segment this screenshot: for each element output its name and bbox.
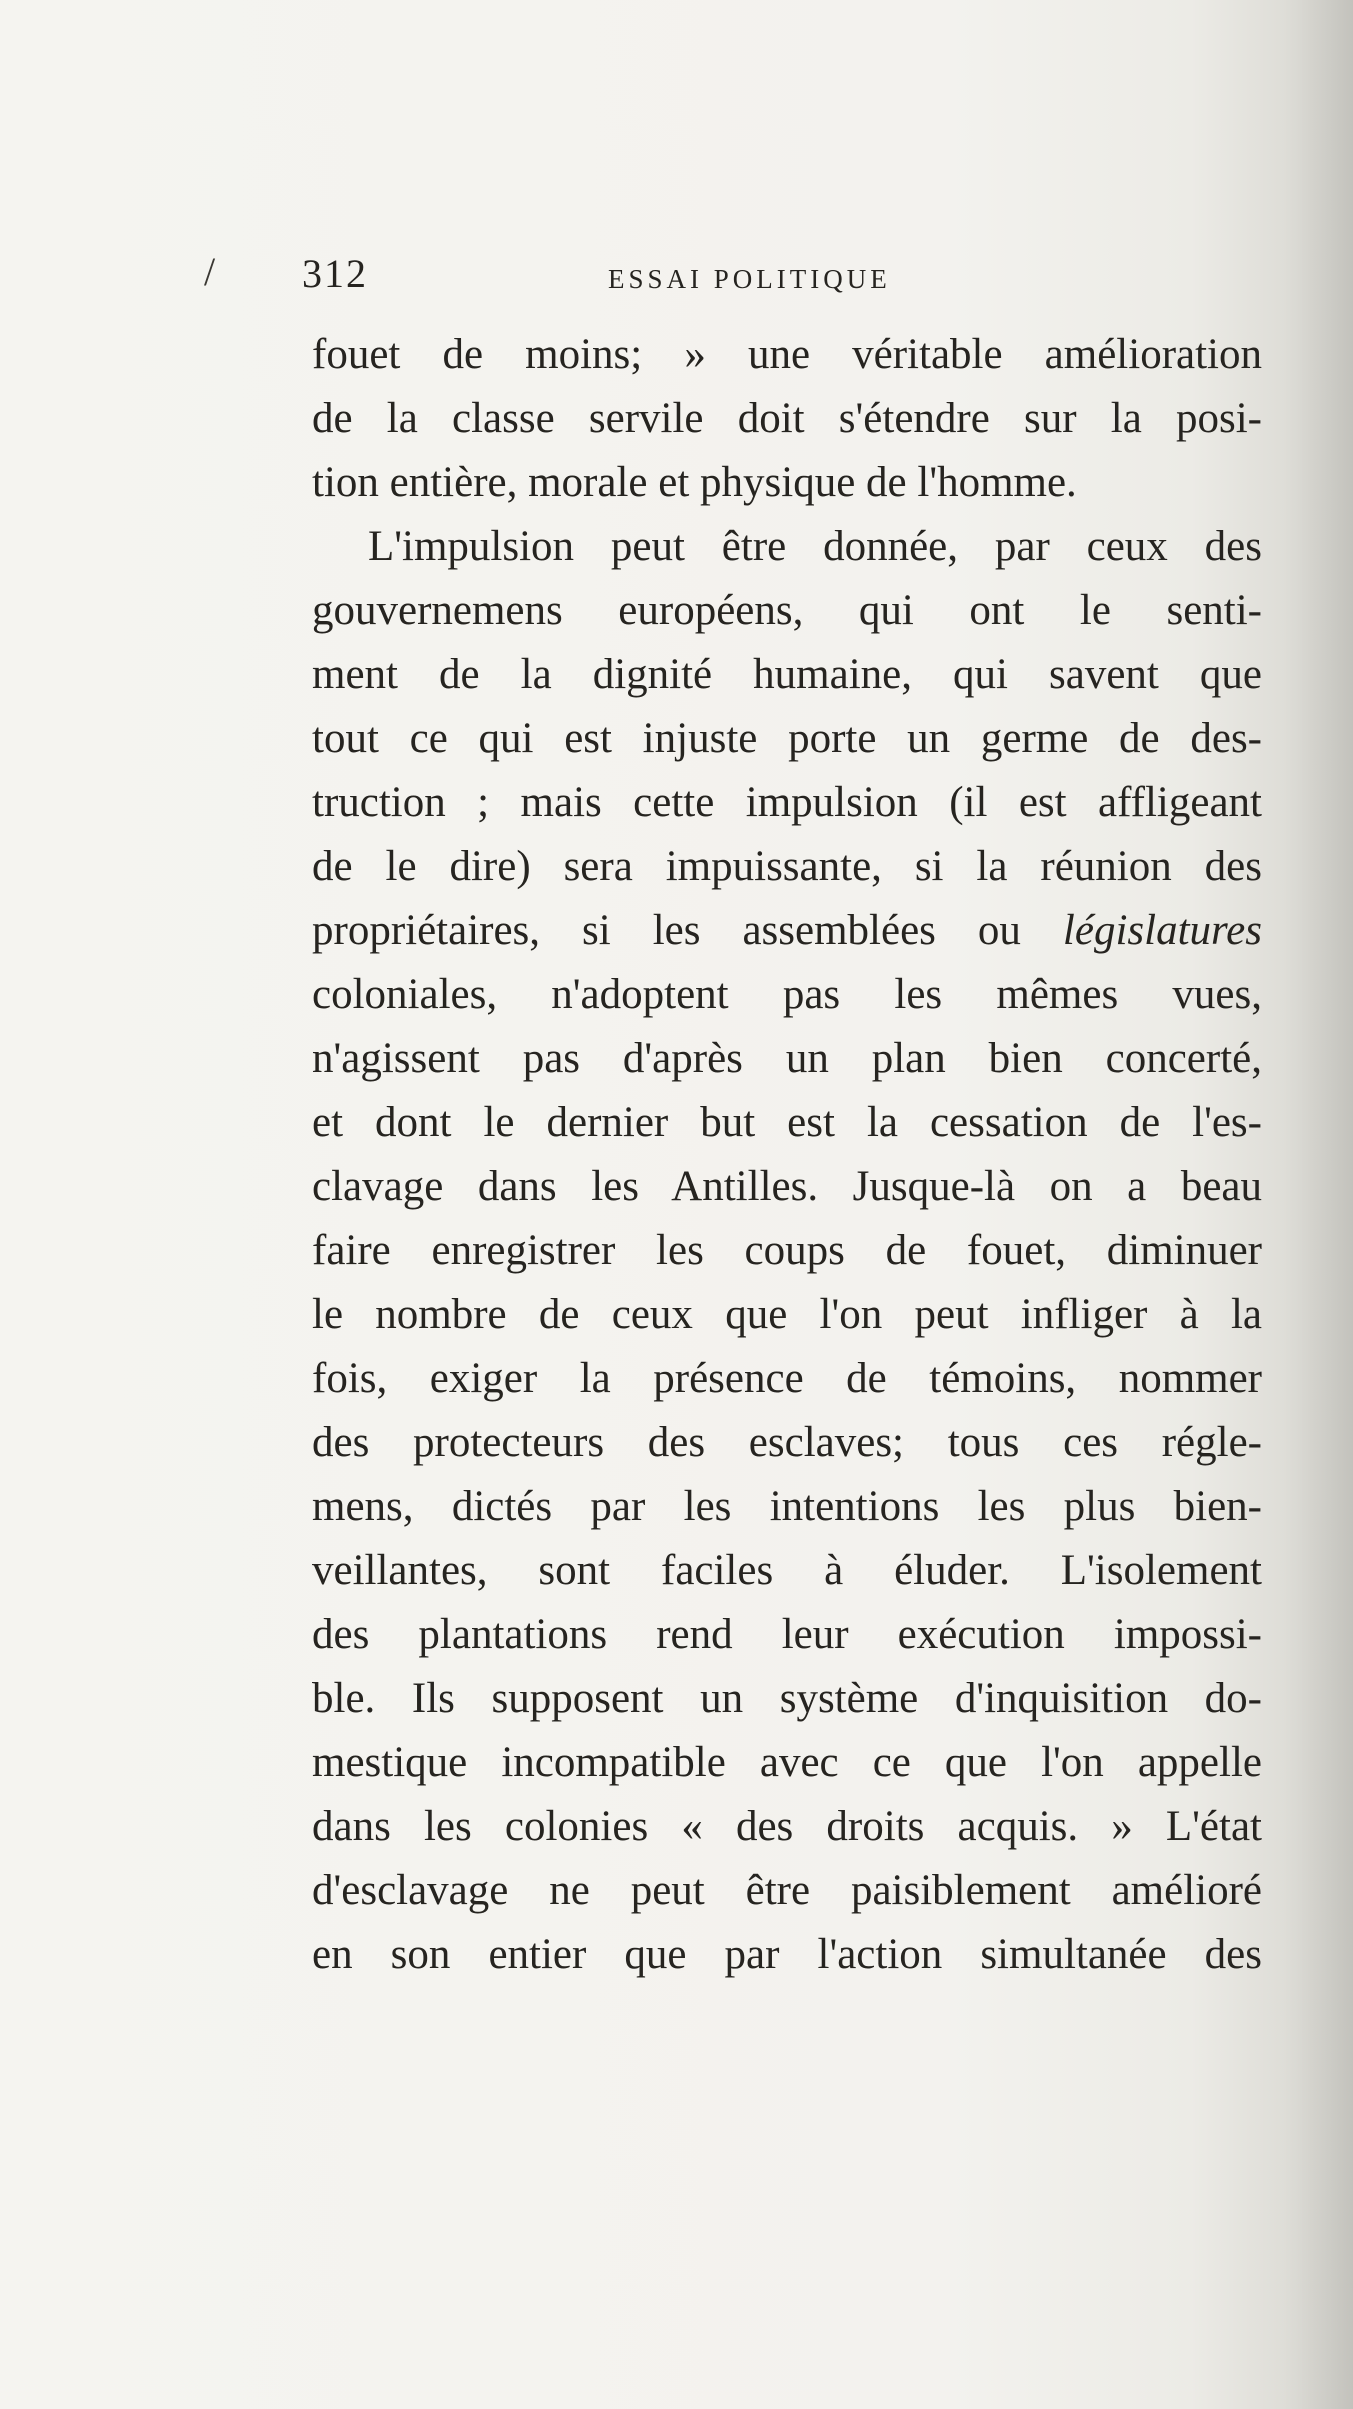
running-head <box>302 250 1262 310</box>
text-line: ment de la dignité humaine, qui savent que <box>312 651 1262 698</box>
text-line: coloniales, n'adoptent pas les mêmes vues, <box>312 971 1262 1018</box>
text-line: en son entier que par l'action simultanée des <box>312 1931 1262 1978</box>
text-line: mens, dictés par les intentions les plus bien- <box>312 1483 1262 1530</box>
text-line: des plantations rend leur exécution impossi- <box>312 1611 1262 1658</box>
text-line: truction ; mais cette impulsion (il est affligeant <box>312 779 1262 826</box>
text-line: tout ce qui est injuste porte un germe de des- <box>312 715 1262 762</box>
text-line: des protecteurs des esclaves; tous ces régle- <box>312 1419 1262 1466</box>
text-line: mestique incompatible avec ce que l'on appelle <box>312 1739 1262 1786</box>
text-line: fouet de moins; » une véritable amélioration <box>312 331 1262 378</box>
text-line: de le dire) sera impuissante, si la réunion des <box>312 843 1262 890</box>
running-title: ESSAI POLITIQUE <box>608 264 891 294</box>
text-line: d'esclavage ne peut être paisiblement amélioré <box>312 1867 1262 1914</box>
text-line: gouvernemens européens, qui ont le senti- <box>312 587 1262 634</box>
text-line: clavage dans les Antilles. Jusque-là on a beau <box>312 1163 1262 1210</box>
text-line: tion entière, morale et physique de l'homme. <box>312 459 1077 506</box>
page-number: 312 <box>302 251 368 296</box>
text-line: faire enregistrer les coups de fouet, diminuer <box>312 1227 1262 1274</box>
text-line: de la classe servile doit s'étendre sur la posi- <box>312 395 1262 442</box>
italic-word: législatures <box>1062 907 1262 954</box>
text-line-with-italic <box>312 899 1262 963</box>
text-line: dans les colonies « des droits acquis. » L'état <box>312 1803 1262 1850</box>
text-line: et dont le dernier but est la cessation de l'es- <box>312 1099 1262 1146</box>
text-segment: propriétaires, si les assemblées ou <box>312 907 1021 954</box>
margin-mark: / <box>204 249 216 294</box>
page-edge-shadow <box>1283 0 1353 2409</box>
text-line: veillantes, sont faciles à éluder. L'isolement <box>312 1547 1262 1594</box>
body-text <box>312 323 1262 1987</box>
text-line: n'agissent pas d'après un plan bien concerté, <box>312 1035 1262 1082</box>
text-line: ble. Ils supposent un système d'inquisition do- <box>312 1675 1262 1722</box>
text-line: fois, exiger la présence de témoins, nommer <box>312 1355 1262 1402</box>
text-line: le nombre de ceux que l'on peut infliger à la <box>312 1291 1262 1338</box>
text-line: L'impulsion peut être donnée, par ceux des <box>368 523 1262 570</box>
